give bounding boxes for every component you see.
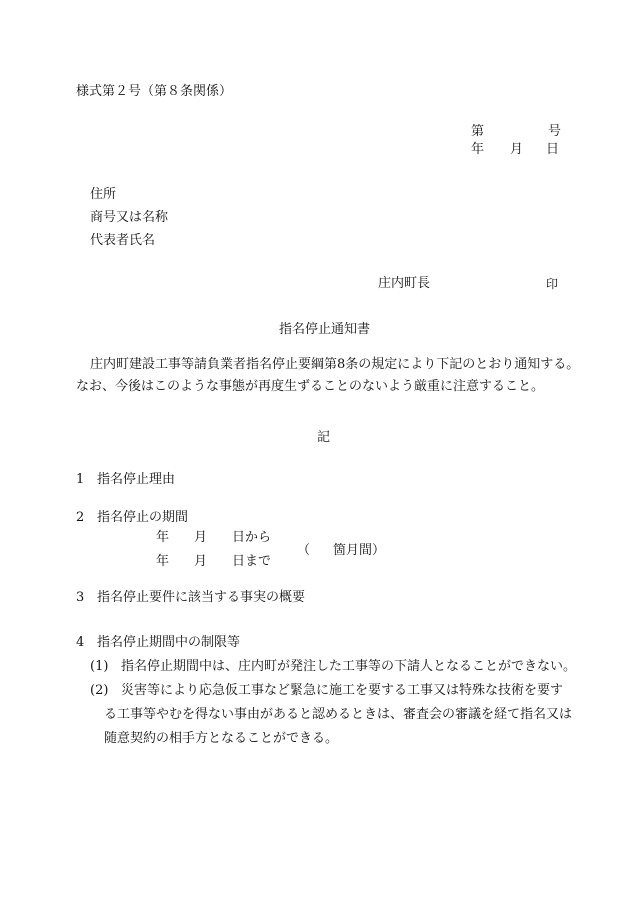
number-prefix: 第 xyxy=(471,124,485,139)
period-months: 箇月間） xyxy=(333,543,386,558)
item-4-sub-2-number: (2) xyxy=(90,683,109,698)
item-4-sub-2-line-2: る工事等やむを得ない事由があると認めるときは、審査会の審議を経て指名又は xyxy=(104,707,573,722)
item-4-number: 4 xyxy=(76,635,85,650)
doc-title: 指名停止通知書 xyxy=(279,322,371,337)
date-month: 月 xyxy=(510,142,524,157)
item-4-sub-1-number: (1) xyxy=(90,659,109,674)
issuer-title: 庄内町長 xyxy=(378,276,431,291)
item-1-label: 指名停止理由 xyxy=(97,472,176,487)
item-4-sub-2-line-3: 随意契約の相手方となることができる。 xyxy=(104,731,339,746)
item-3-label: 指名停止要件に該当する事実の概要 xyxy=(97,590,306,605)
item-1-number: 1 xyxy=(76,472,85,487)
body-line-2: なお、今後はこのような事態が再度生ずることのないよう厳重に注意すること。 xyxy=(76,379,545,394)
date-year: 年 xyxy=(471,142,485,157)
item-4-sub-1-text: 指名停止期間中は、庄内町が発注した工事等の下請人となることができない。 xyxy=(121,659,577,674)
period-to-year: 年 xyxy=(156,554,170,569)
item-4-sub-2-line-1: 災害等により応急仮工事など緊急に施工を要する工事又は特殊な技術を要す xyxy=(121,683,564,698)
form-label: 様式第２号（第８条関係） xyxy=(76,84,233,99)
period-from-day: 日から xyxy=(232,530,272,545)
period-from-month: 月 xyxy=(194,530,208,545)
item-2-label: 指名停止の期間 xyxy=(97,510,189,525)
period-to-month: 月 xyxy=(194,554,208,569)
period-from-year: 年 xyxy=(156,530,170,545)
ki-heading: 記 xyxy=(317,430,331,445)
number-suffix: 号 xyxy=(548,124,562,139)
recipient-company-name: 商号又は名称 xyxy=(90,210,169,225)
period-open-paren: （ xyxy=(297,543,311,558)
item-3-number: 3 xyxy=(76,590,85,605)
body-line-1: 庄内町建設工事等請負業者指名停止要綱第8条の規定により下記のとおり通知する。 xyxy=(90,357,580,372)
item-4-label: 指名停止期間中の制限等 xyxy=(97,635,241,650)
item-2-number: 2 xyxy=(76,510,85,525)
recipient-address: 住所 xyxy=(90,187,117,202)
seal-mark: 印 xyxy=(546,277,559,291)
recipient-representative: 代表者氏名 xyxy=(90,233,156,248)
period-to-day: 日まで xyxy=(232,554,272,569)
date-day: 日 xyxy=(546,142,560,157)
